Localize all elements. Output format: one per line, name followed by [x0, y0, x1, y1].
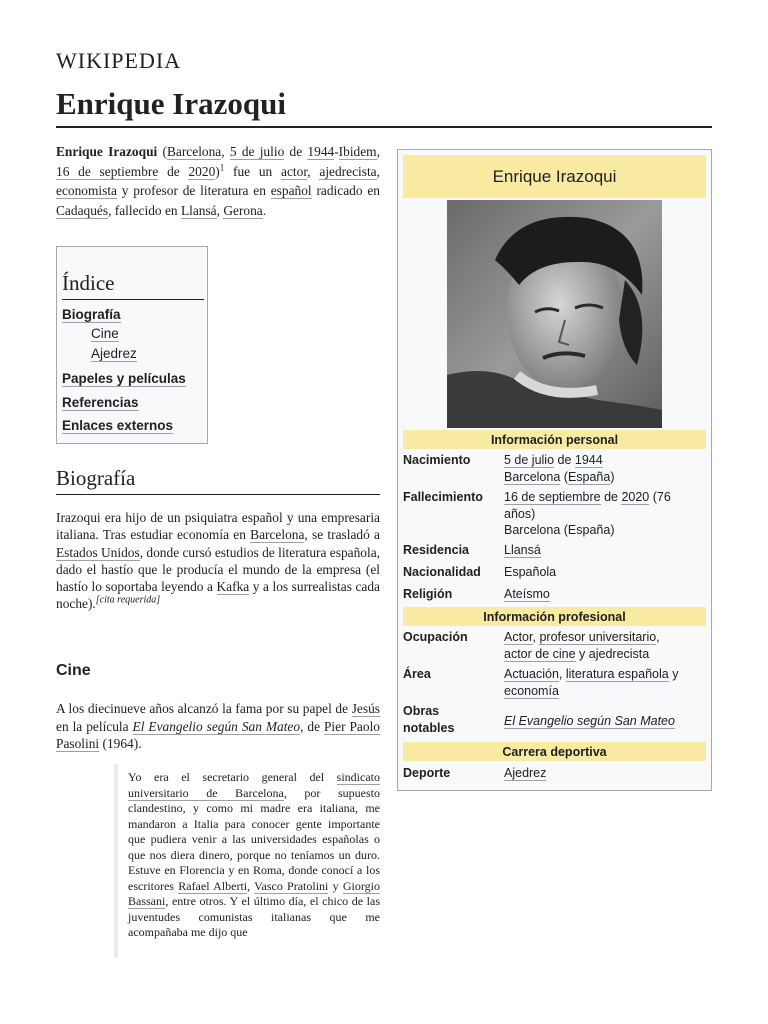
link-pratolini[interactable]: Vasco Pratolini	[254, 878, 329, 893]
text: ,	[376, 144, 380, 159]
text: Yo era el secretario general del	[128, 770, 337, 784]
text: y	[668, 667, 679, 681]
link-pasolini[interactable]: Pier Paolo Pasolini	[56, 718, 380, 752]
title-divider	[56, 126, 712, 128]
text: en la película	[56, 718, 133, 734]
label-religion: Religión	[403, 587, 453, 601]
text: .	[262, 202, 267, 218]
text: , por supuesto clandestino, y como mi madre era italiana, me mandaron a Italia para conocer gente importante que pudiera venir a las universidades españolas o que nos diera dinero, porque no teníamos un duro. Estuve en Florencia y en Roma, donde conocí a los escritores	[128, 785, 380, 893]
infobox-section-profesional: Información profesional	[403, 607, 706, 626]
toc-item-enlaces[interactable]: Enlaces externos	[62, 418, 174, 433]
link-death-year[interactable]: 2020	[188, 163, 216, 179]
label-nacionalidad: Nacionalidad	[403, 565, 481, 579]
text: )	[610, 469, 615, 484]
link-death-date[interactable]: 16 de septiembre	[56, 163, 159, 179]
text: de	[554, 453, 575, 467]
biografia-paragraph	[56, 509, 380, 613]
link-estados-unidos[interactable]: Estados Unidos	[56, 544, 140, 560]
section-divider	[56, 494, 380, 495]
value-deporte	[504, 765, 704, 782]
text: ,	[558, 667, 566, 681]
toc-item-cine[interactable]: Cine	[91, 326, 119, 341]
text: de	[158, 163, 189, 179]
link-sindicato[interactable]: sindicato universitario de Barcelona	[128, 770, 380, 800]
link-ajedrez[interactable]: Ajedrez	[504, 766, 547, 780]
link-evangelio-2[interactable]: El Evangelio según San Mateo	[504, 714, 675, 728]
text: de	[600, 490, 622, 504]
text: notables	[403, 721, 455, 735]
link-llansa[interactable]: Llansá	[180, 202, 217, 218]
text: y profesor de literatura en	[116, 183, 271, 198]
label-ocupacion: Ocupación	[403, 630, 468, 644]
cine-paragraph	[56, 700, 380, 753]
link-economia[interactable]: economía	[504, 683, 559, 698]
infobox-section-deportiva: Carrera deportiva	[403, 742, 706, 761]
portrait-photo[interactable]	[447, 200, 662, 428]
page-title: Enrique Irazoqui	[56, 86, 286, 121]
value-nacionalidad: Española	[504, 565, 557, 579]
text: (76 años)	[504, 490, 671, 521]
link-nac-pais[interactable]: España	[567, 469, 611, 484]
citation-needed[interactable]: [cita requerida]	[95, 595, 161, 607]
link-cadaques[interactable]: Cadaqués	[56, 202, 109, 218]
infobox-title: Enrique Irazoqui	[403, 155, 706, 198]
table-of-contents	[56, 246, 208, 444]
link-evangelio[interactable]: El Evangelio según San Mateo	[132, 718, 301, 734]
wikipedia-wordmark[interactable]: WIKIPEDIA	[56, 48, 182, 73]
link-jesus[interactable]: Jesús	[351, 701, 380, 716]
lead-paragraph	[56, 142, 380, 220]
link-birth-date[interactable]: 5 de julio	[229, 144, 285, 159]
link-nac-anio[interactable]: 1944	[574, 453, 603, 467]
link-gerona[interactable]: Gerona	[223, 202, 263, 218]
link-fal-fecha[interactable]: 16 de septiembre	[504, 490, 601, 504]
quote-block	[114, 764, 380, 958]
toc-divider	[62, 299, 204, 300]
section-heading-biografia: Biografía	[56, 466, 136, 490]
toc-title: Índice	[62, 271, 115, 295]
label-obras	[403, 703, 499, 737]
text: radicado en	[311, 183, 380, 198]
text: (	[157, 144, 167, 159]
value-fallecimiento	[504, 489, 704, 539]
link-profesor[interactable]: profesor universitario	[539, 630, 657, 644]
link-fal-anio[interactable]: 2020	[621, 490, 650, 504]
section-heading-cine: Cine	[56, 662, 91, 679]
text: y a los surrealistas cada noche).	[56, 579, 380, 612]
text: ,	[656, 630, 660, 644]
value-residencia	[504, 542, 704, 559]
label-nacimiento: Nacimiento	[403, 453, 471, 467]
value-religion	[504, 586, 704, 603]
link-actor-2[interactable]: Actor	[504, 630, 533, 644]
text: , donde cursó estudios de literatura española, dado el hastío que le producía el mundo de la empresa (el hastío lo soportaba leyendo a	[56, 544, 380, 595]
toc-item-referencias[interactable]: Referencias	[62, 395, 139, 410]
text: de	[284, 144, 308, 159]
link-alberti[interactable]: Rafael Alberti	[178, 878, 248, 893]
link-bassani[interactable]: Giorgio Bassani	[128, 878, 380, 908]
text: ,	[247, 878, 255, 893]
toc-item-papeles[interactable]: Papeles y películas	[62, 371, 186, 386]
text: ,	[216, 202, 224, 218]
label-deporte: Deporte	[403, 766, 451, 780]
label-area: Área	[403, 667, 431, 681]
text: Irazoqui era hijo de un psiquiatra español y una empresaria italiana. Tras estudiar economía en	[56, 510, 380, 543]
reference-superscript[interactable]: 1	[219, 162, 225, 173]
text: , de	[300, 718, 324, 734]
text: (1964).	[99, 736, 142, 752]
text: -	[334, 144, 339, 159]
text: Obras	[403, 704, 440, 718]
label-residencia: Residencia	[403, 543, 470, 557]
link-ibidem[interactable]: Ibidem	[338, 144, 377, 159]
text: ,	[532, 630, 540, 644]
link-actor-cine[interactable]: actor de cine	[504, 646, 576, 661]
link-literatura[interactable]: literatura española	[565, 667, 669, 681]
text: y	[328, 878, 343, 893]
link-birth-year[interactable]: 1944	[307, 144, 335, 159]
label-fallecimiento: Fallecimiento	[403, 490, 483, 504]
link-actuacion[interactable]: Actuación	[504, 667, 559, 681]
text: fue un	[224, 163, 282, 179]
toc-item-biografia[interactable]: Biografía	[62, 307, 121, 322]
quote-text	[128, 770, 380, 941]
link-barcelona[interactable]: Barcelona	[166, 144, 222, 159]
link-nac-fecha[interactable]: 5 de julio	[504, 453, 555, 467]
link-kafka[interactable]: Kafka	[216, 579, 250, 595]
text: , entre otros. Y el último día, el chico de las juventudes comunistas italianas que me acompañaba me dijo que	[128, 894, 380, 939]
infobox-section-personal: Información personal	[403, 430, 706, 449]
lead-name: Enrique Irazoqui	[56, 144, 158, 159]
link-ateismo[interactable]: Ateísmo	[504, 587, 550, 601]
text: ,	[307, 163, 320, 179]
text: , se trasladó a	[304, 527, 380, 543]
link-barcelona-2[interactable]: Barcelona	[250, 527, 305, 543]
link-espanol[interactable]: español	[270, 183, 312, 198]
text: (	[560, 469, 568, 484]
value-area	[504, 666, 704, 699]
value-obras	[504, 713, 704, 730]
text: Barcelona (España)	[504, 523, 615, 537]
text: ,	[376, 163, 380, 179]
link-economista[interactable]: economista	[56, 183, 117, 198]
infobox	[397, 149, 712, 791]
link-residencia[interactable]: Llansá	[504, 543, 541, 557]
text: ,	[221, 144, 230, 159]
text: y ajedrecista	[575, 646, 650, 661]
link-ajedrecista[interactable]: ajedrecista	[319, 163, 377, 179]
text: A los diecinueve años alcanzó la fama por su papel de	[56, 701, 352, 716]
link-nac-lugar[interactable]: Barcelona	[504, 469, 561, 484]
value-nacimiento	[504, 452, 704, 485]
toc-item-ajedrez[interactable]: Ajedrez	[91, 346, 137, 361]
text: , fallecido en	[108, 202, 181, 218]
value-ocupacion	[504, 629, 704, 662]
text: )	[215, 163, 220, 179]
link-actor[interactable]: actor	[281, 163, 308, 179]
